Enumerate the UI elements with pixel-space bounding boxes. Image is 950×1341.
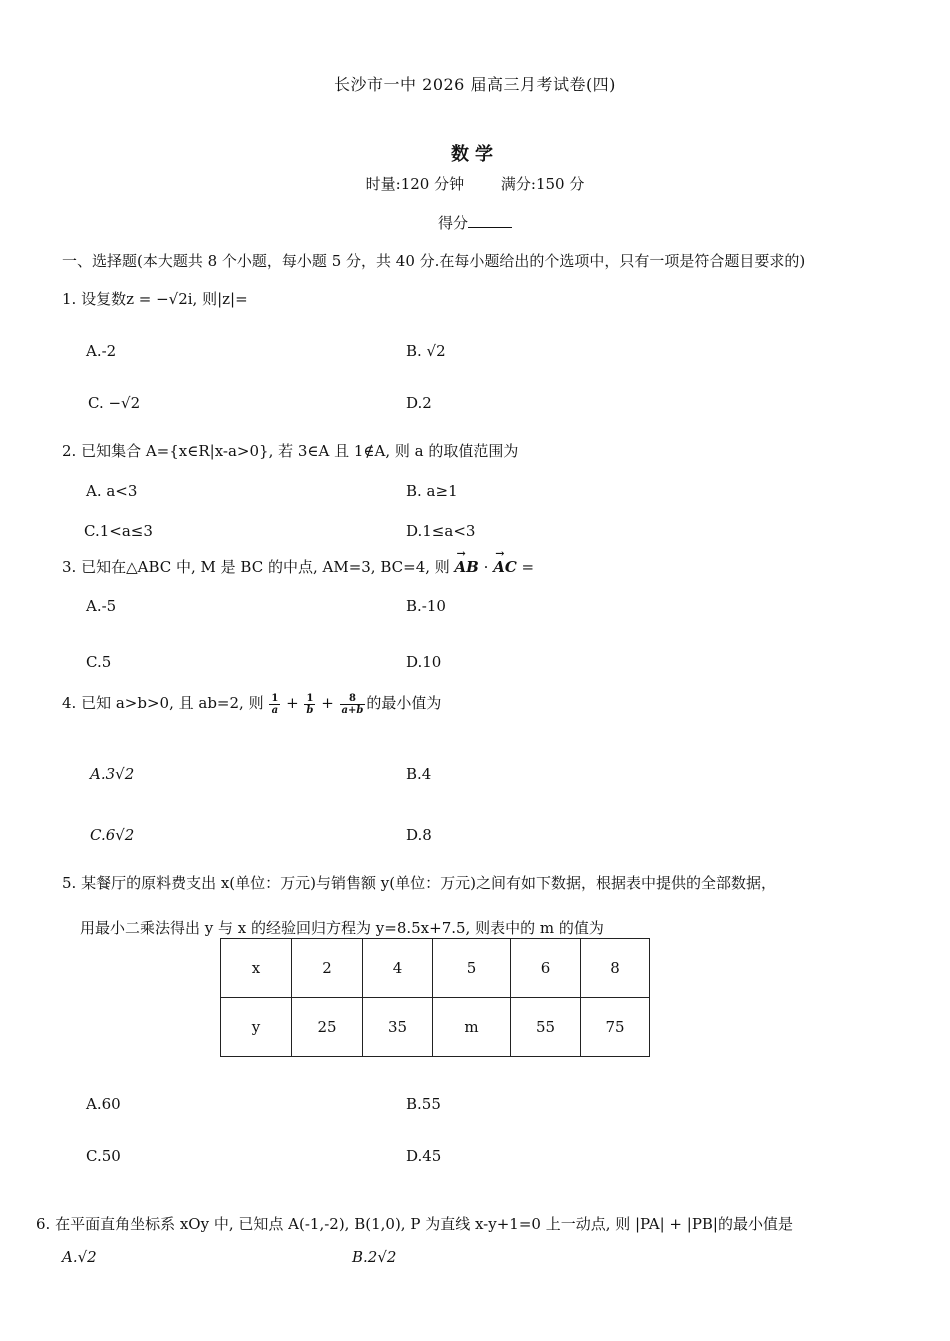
q5-data-table — [220, 938, 650, 1057]
q3-dot: · — [478, 558, 494, 576]
full-score: 满分:150 分 — [500, 175, 585, 193]
q3-stem-text: 3. 已知在△ABC 中, M 是 BC 的中点, AM=3, BC=4, 则 — [62, 558, 455, 576]
subject-title: 数学 — [451, 144, 499, 165]
table-cell: y — [221, 998, 292, 1057]
q5-stem-line-1: 5. 某餐厅的原料费支出 x(单位：万元)与销售额 y(单位：万元)之间有如下数据，根据表中提供的全部数据， — [62, 874, 776, 892]
time-limit: 时量:120 分钟 — [365, 175, 465, 193]
table-cell: 8 — [581, 939, 650, 998]
table-cell: 5 — [433, 939, 511, 998]
section-heading: 一、选择题(本大题共 8 个小题，每小题 5 分，共 40 分.在每小题给出的个选项中，只有一项是符合题目要求的) — [62, 252, 806, 270]
q3-option-d: D.10 — [406, 653, 442, 671]
q1-option-c: C. −√2 — [88, 394, 141, 412]
q4-option-c: C.6√2 — [90, 826, 135, 844]
table-cell: 2 — [292, 939, 363, 998]
q4-fraction-2 — [304, 693, 315, 716]
q6-stem: 6. 在平面直角坐标系 xOy 中, 已知点 A(-1,-2), B(1,0), P 为直线 x-y+1=0 上一动点, 则 |PA| + |PB|的最小值是 — [36, 1215, 793, 1233]
q4-f3-den: a+b — [341, 704, 364, 716]
q5-option-b: B.55 — [406, 1095, 441, 1113]
q4-stem-tail: 的最小值为 — [366, 694, 442, 712]
q4-plus-2: + — [316, 694, 339, 712]
exam-title: 长沙市一中 2026 届高三月考试卷(四) — [334, 75, 616, 94]
q1-option-d: D.2 — [406, 394, 432, 412]
table-cell: m — [433, 998, 511, 1057]
score-label: 得分 — [437, 214, 468, 232]
q4-fraction-1 — [269, 693, 280, 716]
q3-vector-ab: → AB — [455, 558, 479, 576]
q4-stem-text: 4. 已知 a>b>0, 且 ab=2, 则 — [62, 694, 269, 712]
table-cell: 4 — [363, 939, 433, 998]
table-row — [221, 939, 650, 998]
q2-stem: 2. 已知集合 A={x∈R|x-a>0}, 若 3∈A 且 1∉A, 则 a 的取值范围为 — [62, 442, 519, 460]
q6-option-b: B.2√2 — [352, 1248, 397, 1266]
score-line — [0, 212, 950, 233]
table-cell: 35 — [363, 998, 433, 1057]
q4-plus-1: + — [281, 694, 304, 712]
q3-vector-ac: → AC — [493, 558, 517, 576]
q3-option-a: A.-5 — [86, 597, 117, 615]
q4-option-a: A.3√2 — [90, 765, 135, 783]
q4-f2-den: b — [306, 704, 314, 716]
q4-f1-den: a — [271, 704, 279, 716]
q3-equals: = — [516, 558, 535, 576]
q4-option-d: D.8 — [406, 826, 432, 844]
q5-option-c: C.50 — [86, 1147, 121, 1165]
q4-f1-num: 1 — [271, 692, 279, 704]
q1-option-a: A.-2 — [86, 342, 117, 360]
q3-option-c: C.5 — [86, 653, 112, 671]
table-cell: 6 — [511, 939, 581, 998]
q3-option-b: B.-10 — [406, 597, 446, 615]
table-row — [221, 998, 650, 1057]
q1-stem: 1. 设复数z = −√2i, 则|z|= — [62, 290, 248, 308]
q4-f2-num: 1 — [304, 693, 315, 705]
exam-meta — [0, 173, 950, 194]
q5-option-a: A.60 — [86, 1095, 121, 1113]
q2-option-c: C.1<a≤3 — [84, 522, 153, 540]
q4-fraction-3 — [340, 693, 366, 716]
table-cell: 25 — [292, 998, 363, 1057]
q5-stem-line-2: 用最小二乘法得出 y 与 x 的经验回归方程为 y=8.5x+7.5, 则表中的 m 的值为 — [80, 919, 604, 937]
q4-option-b: B.4 — [406, 765, 432, 783]
score-blank — [468, 213, 512, 228]
table-cell: 75 — [581, 998, 650, 1057]
q4-stem — [62, 692, 441, 716]
q6-option-a: A.√2 — [62, 1248, 97, 1266]
q3-stem — [62, 556, 534, 577]
q1-option-b: B. √2 — [406, 342, 446, 360]
q4-f3-num: 8 — [340, 693, 366, 705]
q2-option-a: A. a<3 — [86, 482, 138, 500]
q5-option-d: D.45 — [406, 1147, 442, 1165]
table-cell: 55 — [511, 998, 581, 1057]
q2-option-d: D.1≤a<3 — [406, 522, 476, 540]
table-cell: x — [221, 939, 292, 998]
q2-option-b: B. a≥1 — [406, 482, 458, 500]
